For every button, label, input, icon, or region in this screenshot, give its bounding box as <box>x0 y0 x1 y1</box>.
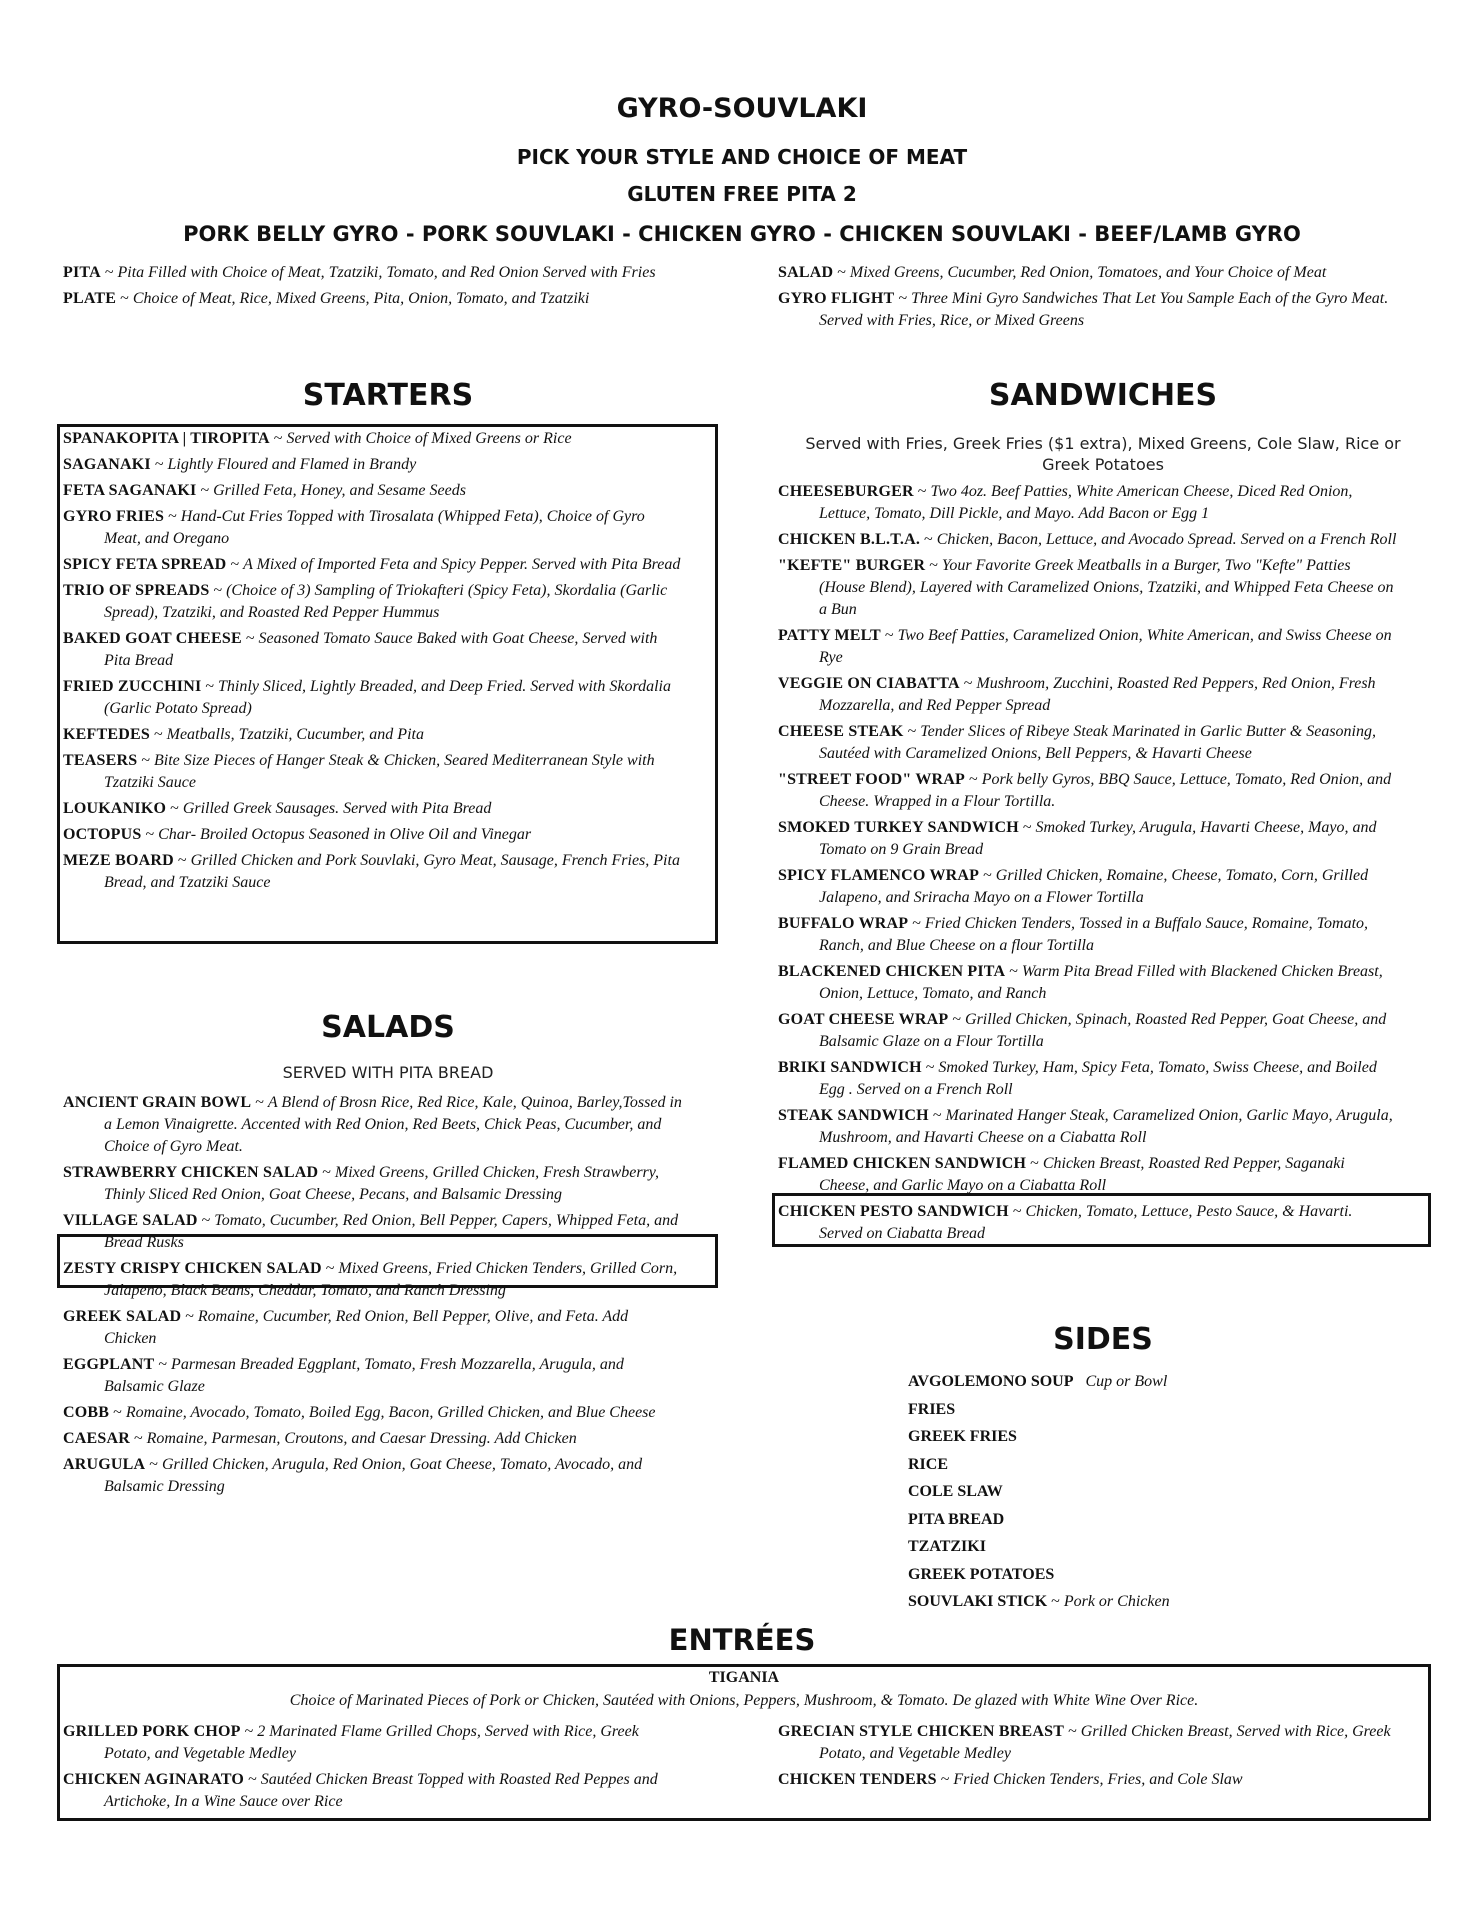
menu-item: BLACKENED CHICKEN PITA ~ Warm Pita Bread Filled with Blackened Chicken Breast, Onion, Lettuce, Tomato, and Ranch <box>778 963 1383 1002</box>
menu-item: EGGPLANT ~ Parmesan Breaded Eggplant, Tomato, Fresh Mozzarella, Arugula, and Balsamic Glaze <box>63 1356 624 1395</box>
sandwiches-title: SANDWICHES <box>988 378 1218 413</box>
sides-list <box>908 1368 1328 1616</box>
item-desc: Two Beef Patties, Caramelized Onion, White American, and Swiss Cheese on Rye <box>819 627 1392 666</box>
menu-item: MEZE BOARD ~ Grilled Chicken and Pork Souvlaki, Gyro Meat, Sausage, French Fries, Pita Bread, and Tzatziki Sauce <box>63 852 680 891</box>
entrees-left <box>63 1721 683 1817</box>
item-name: MEZE BOARD <box>63 852 174 869</box>
item-name: LOUKANIKO <box>63 800 167 817</box>
item-name: CHEESEBURGER <box>778 483 914 500</box>
side-item <box>908 1506 1328 1534</box>
menu-item: ANCIENT GRAIN BOWL ~ A Blend of Brosn Rice, Red Rice, Kale, Quinoa, Barley,Tossed in a Lemon Vinaigrette. Accented with Red Onion, Red Beets, Chick Peas, Cucumber, and Choice of Gyro Meat. <box>63 1094 682 1155</box>
item-desc: Thinly Sliced, Lightly Breaded, and Deep Fried. Served with Skordalia (Garlic Potato Spread) <box>104 678 671 717</box>
sandwiches-list <box>778 481 1398 1249</box>
item-desc: Meatballs, Tzatziki, Cucumber, and Pita <box>166 726 424 743</box>
menu-item: PATTY MELT ~ Two Beef Patties, Caramelized Onion, White American, and Swiss Cheese on Rye <box>778 627 1392 666</box>
side-name: PITA BREAD <box>908 1510 1005 1528</box>
menu-item: PLATE ~ Choice of Meat, Rice, Mixed Greens, Pita, Onion, Tomato, and Tzatziki <box>63 290 590 307</box>
item-name: SMOKED TURKEY SANDWICH <box>778 819 1019 836</box>
gyro-style-subtitle: PICK YOUR STYLE AND CHOICE OF MEAT <box>516 145 968 169</box>
item-desc: Romaine, Avocado, Tomato, Boiled Egg, Bacon, Grilled Chicken, and Blue Cheese <box>125 1404 656 1421</box>
menu-item: GOAT CHEESE WRAP ~ Grilled Chicken, Spinach, Roasted Red Pepper, Goat Cheese, and Balsamic Glaze on a Flour Tortilla <box>778 1011 1387 1050</box>
menu-item: CHEESE STEAK ~ Tender Slices of Ribeye Steak Marinated in Garlic Butter & Seasoning, Sautéed with Caramelized Onions, Bell Peppers, & Havarti Cheese <box>778 723 1376 762</box>
menu-item: ZESTY CRISPY CHICKEN SALAD ~ Mixed Greens, Fried Chicken Tenders, Grilled Corn, Jalapeno, Black Beans, Cheddar, Tomato, and Ranch Dressing <box>63 1260 678 1299</box>
item-name: TEASERS <box>63 752 138 769</box>
item-name: "STREET FOOD" WRAP <box>778 771 966 788</box>
item-name: CHICKEN B.L.T.A. <box>778 531 921 548</box>
item-desc: Chicken, Bacon, Lettuce, and Avocado Spread. Served on a French Roll <box>936 531 1397 548</box>
item-desc: Hand-Cut Fries Topped with Tirosalata (Whipped Feta), Choice of Gyro Meat, and Oregano <box>104 508 645 547</box>
menu-item: GYRO FRIES ~ Hand-Cut Fries Topped with Tirosalata (Whipped Feta), Choice of Gyro Meat, and Oregano <box>63 508 645 547</box>
menu-item: KEFTEDES ~ Meatballs, Tzatziki, Cucumber, and Pita <box>63 726 424 743</box>
menu-item: CHICKEN B.L.T.A. ~ Chicken, Bacon, Lettuce, and Avocado Spread. Served on a French Roll <box>778 531 1397 548</box>
sides-title: SIDES <box>1053 1322 1153 1357</box>
item-desc: 2 Marinated Flame Grilled Chops, Served with Rice, Greek Potato, and Vegetable Medley <box>104 1723 639 1762</box>
item-desc: Marinated Hanger Steak, Caramelized Onion, Garlic Mayo, Arugula, Mushroom, and Havarti Cheese on a Ciabatta Roll <box>819 1107 1393 1146</box>
item-name: CHEESE STEAK <box>778 723 904 740</box>
item-name: STEAK SANDWICH <box>778 1107 929 1124</box>
salads-list <box>63 1092 683 1502</box>
menu-item: CHICKEN TENDERS ~ Fried Chicken Tenders, Fries, and Cole Slaw <box>778 1771 1243 1788</box>
item-name: KEFTEDES <box>63 726 150 743</box>
side-name: SOUVLAKI STICK <box>908 1593 1048 1610</box>
menu-item: "STREET FOOD" WRAP ~ Pork belly Gyros, BBQ Sauce, Lettuce, Tomato, Red Onion, and Cheese. Wrapped in a Flour Tortilla. <box>778 771 1392 810</box>
item-name: FRIED ZUCCHINI <box>63 678 202 695</box>
item-desc: Grilled Chicken and Pork Souvlaki, Gyro Meat, Sausage, French Fries, Pita Bread, and Tzatziki Sauce <box>104 852 680 891</box>
item-name: CHICKEN PESTO SANDWICH <box>778 1203 1009 1220</box>
menu-item: BUFFALO WRAP ~ Fried Chicken Tenders, Tossed in a Buffalo Sauce, Romaine, Tomato, Ranch, and Blue Cheese on a flour Tortilla <box>778 915 1369 954</box>
item-desc: Fried Chicken Tenders, Tossed in a Buffalo Sauce, Romaine, Tomato, Ranch, and Blue Cheese on a flour Tortilla <box>819 915 1369 954</box>
item-name: CHICKEN TENDERS <box>778 1771 937 1788</box>
item-name: BRIKI SANDWICH <box>778 1059 922 1076</box>
item-desc: Char- Broiled Octopus Seasoned in Olive Oil and Vinegar <box>158 826 532 843</box>
item-name: GRILLED PORK CHOP <box>63 1723 241 1740</box>
item-name: "KEFTE" BURGER <box>778 557 926 574</box>
tigania-name: TIGANIA <box>708 1669 780 1686</box>
menu-item: FRIED ZUCCHINI ~ Thinly Sliced, Lightly Breaded, and Deep Fried. Served with Skordalia (Garlic Potato Spread) <box>63 678 671 717</box>
side-item: SOUVLAKI STICK ~ Pork or Chicken <box>908 1593 1170 1610</box>
menu-item: PITA ~ Pita Filled with Choice of Meat, Tzatziki, Tomato, and Red Onion Served with Fries <box>63 264 656 281</box>
item-desc: Warm Pita Bread Filled with Blackened Chicken Breast, Onion, Lettuce, Tomato, and Ranch <box>819 963 1383 1002</box>
menu-item: CAESAR ~ Romaine, Parmesan, Croutons, and Caesar Dressing. Add Chicken <box>63 1430 577 1447</box>
item-name: BUFFALO WRAP <box>778 915 909 932</box>
gyro-styles-right <box>778 262 1418 336</box>
menu-item: COBB ~ Romaine, Avocado, Tomato, Boiled Egg, Bacon, Grilled Chicken, and Blue Cheese <box>63 1404 656 1421</box>
item-desc: Grilled Chicken, Romaine, Cheese, Tomato, Corn, Grilled Jalapeno, and Sriracha Mayo on a Flower Tortilla <box>819 867 1369 906</box>
menu-item: "KEFTE" BURGER ~ Your Favorite Greek Meatballs in a Burger, Two "Kefte" Patties (House Blend), Layered with Caramelized Onions, Tzatziki, and Whipped Feta Cheese on a Bun <box>778 557 1394 618</box>
entrees-title: ENTRÉES <box>668 1623 816 1657</box>
page-title: GYRO-SOUVLAKI <box>616 93 868 124</box>
item-name: BAKED GOAT CHEESE <box>63 630 242 647</box>
item-desc: Grilled Greek Sausages. Served with Pita Bread <box>182 800 492 817</box>
gluten-free-note: GLUTEN FREE PITA 2 <box>627 182 857 206</box>
item-name: CAESAR <box>63 1430 130 1447</box>
menu-item: CHICKEN AGINARATO ~ Sautéed Chicken Breast Topped with Roasted Red Peppes and Artichoke, In a Wine Sauce over Rice <box>63 1771 658 1810</box>
side-name: RICE <box>908 1455 949 1473</box>
tigania-desc: Choice of Marinated Pieces of Pork or Chicken, Sautéed with Onions, Peppers, Mushroom, & Tomato. De glazed with White Wine Over Rice. <box>289 1692 1199 1709</box>
item-name: SPICY FLAMENCO WRAP <box>778 867 980 884</box>
menu-item: VEGGIE ON CIABATTA ~ Mushroom, Zucchini, Roasted Red Peppers, Red Onion, Fresh Mozzarella, and Red Pepper Spread <box>778 675 1376 714</box>
menu-item: TRIO OF SPREADS ~ (Choice of 3) Sampling of Triokafteri (Spicy Feta), Skordalia (Garlic Spread), Tzatziki, and Roasted Red Pepper Hummus <box>63 582 668 621</box>
item-name: VILLAGE SALAD <box>63 1212 198 1229</box>
menu-item: CHICKEN PESTO SANDWICH ~ Chicken, Tomato, Lettuce, Pesto Sauce, & Havarti. Served on Ciabatta Bread <box>778 1203 1353 1242</box>
item-desc: Smoked Turkey, Arugula, Havarti Cheese, Mayo, and Tomato on 9 Grain Bread <box>819 819 1377 858</box>
item-name: BLACKENED CHICKEN PITA <box>778 963 1006 980</box>
item-name: GOAT CHEESE WRAP <box>778 1011 949 1028</box>
item-desc: Smoked Turkey, Ham, Spicy Feta, Tomato, Swiss Cheese, and Boiled Egg . Served on a French Roll <box>819 1059 1377 1098</box>
menu-item: LOUKANIKO ~ Grilled Greek Sausages. Served with Pita Bread <box>63 800 492 817</box>
menu-item: ARUGULA ~ Grilled Chicken, Arugula, Red Onion, Goat Cheese, Tomato, Avocado, and Balsamic Dressing <box>63 1456 643 1495</box>
item-desc: Grilled Feta, Honey, and Sesame Seeds <box>213 482 466 499</box>
item-desc: Grilled Chicken Breast, Served with Rice, Greek Potato, and Vegetable Medley <box>819 1723 1391 1762</box>
item-desc: Tomato, Cucumber, Red Onion, Bell Pepper, Capers, Whipped Feta, and Bread Rusks <box>104 1212 679 1251</box>
item-name: GREEK SALAD <box>63 1308 182 1325</box>
item-name: SPICY FETA SPREAD <box>63 556 227 573</box>
item-name: ANCIENT GRAIN BOWL <box>63 1094 252 1111</box>
menu-item: GYRO FLIGHT ~ Three Mini Gyro Sandwiches That Let You Sample Each of the Gyro Meat. Served with Fries, Rice, or Mixed Greens <box>778 290 1389 329</box>
menu-item: STRAWBERRY CHICKEN SALAD ~ Mixed Greens, Grilled Chicken, Fresh Strawberry, Thinly Sliced Red Onion, Goat Cheese, Pecans, and Balsamic Dressing <box>63 1164 659 1203</box>
side-name: FRIES <box>908 1400 956 1418</box>
item-desc: Sautéed Chicken Breast Topped with Roasted Red Peppes and Artichoke, In a Wine Sauce over Rice <box>104 1771 658 1810</box>
item-desc: A Blend of Brosn Rice, Red Rice, Kale, Quinoa, Barley,Tossed in a Lemon Vinaigrette. Accented with Red Onion, Red Beets, Chick Peas, Cucumber, and Choice of Gyro Meat. <box>104 1094 682 1155</box>
menu-item: SPICY FETA SPREAD ~ A Mixed of Imported Feta and Spicy Pepper. Served with Pita Bread <box>63 556 681 573</box>
salads-title: SALADS <box>321 1010 455 1045</box>
side-name: TZATZIKI <box>908 1538 986 1555</box>
item-desc: Served with Choice of Mixed Greens or Rice <box>286 430 572 447</box>
salads-subtitle: SERVED WITH PITA BREAD <box>282 1063 494 1082</box>
item-name: OCTOPUS <box>63 826 142 843</box>
item-name: COBB <box>63 1404 110 1421</box>
menu-item: SAGANAKI ~ Lightly Floured and Flamed in Brandy <box>63 456 417 473</box>
side-item <box>908 1396 1328 1424</box>
sandwiches-subtitle: Served with Fries, Greek Fries ($1 extra), Mixed Greens, Cole Slaw, Rice or Greek Potatoes <box>805 434 1401 474</box>
item-desc: (Choice of 3) Sampling of Triokafteri (Spicy Feta), Skordalia (Garlic Spread), Tzatziki, and Roasted Red Pepper Hummus <box>104 582 668 621</box>
item-name: GYRO FRIES <box>63 508 165 525</box>
item-name: GRECIAN STYLE CHICKEN BREAST <box>778 1723 1065 1740</box>
side-item <box>908 1451 1328 1479</box>
item-name: SAGANAKI <box>63 456 151 473</box>
menu-item: BAKED GOAT CHEESE ~ Seasoned Tomato Sauce Baked with Goat Cheese, Served with Pita Bread <box>63 630 658 669</box>
menu-item: VILLAGE SALAD ~ Tomato, Cucumber, Red Onion, Bell Pepper, Capers, Whipped Feta, and Bread Rusks <box>63 1212 679 1251</box>
item-desc: Mushroom, Zucchini, Roasted Red Peppers, Red Onion, Fresh Mozzarella, and Red Pepper Spread <box>819 675 1376 714</box>
starters-title: STARTERS <box>302 378 474 413</box>
item-desc: Seasoned Tomato Sauce Baked with Goat Cheese, Served with Pita Bread <box>104 630 658 669</box>
menu-item: SALAD ~ Mixed Greens, Cucumber, Red Onion, Tomatoes, and Your Choice of Meat <box>778 264 1327 281</box>
side-desc: Pork or Chicken <box>1063 1593 1170 1610</box>
menu-item: GREEK SALAD ~ Romaine, Cucumber, Red Onion, Bell Pepper, Olive, and Feta. Add Chicken <box>63 1308 629 1347</box>
item-desc: Mixed Greens, Grilled Chicken, Fresh Strawberry, Thinly Sliced Red Onion, Goat Cheese, Pecans, and Balsamic Dressing <box>104 1164 659 1203</box>
side-name: AVGOLEMONO SOUP <box>908 1373 1074 1390</box>
side-item <box>908 1561 1328 1589</box>
menu-item: SMOKED TURKEY SANDWICH ~ Smoked Turkey, Arugula, Havarti Cheese, Mayo, and Tomato on 9 Grain Bread <box>778 819 1377 858</box>
item-desc: Grilled Chicken, Spinach, Roasted Red Pepper, Goat Cheese, and Balsamic Glaze on a Flour Tortilla <box>819 1011 1387 1050</box>
side-item <box>908 1478 1328 1506</box>
menu-item: GRILLED PORK CHOP ~ 2 Marinated Flame Grilled Chops, Served with Rice, Greek Potato, and Vegetable Medley <box>63 1723 639 1762</box>
item-desc: Romaine, Parmesan, Croutons, and Caesar Dressing. Add Chicken <box>146 1430 577 1447</box>
side-item <box>908 1423 1328 1451</box>
menu-item: BRIKI SANDWICH ~ Smoked Turkey, Ham, Spicy Feta, Tomato, Swiss Cheese, and Boiled Egg . Served on a French Roll <box>778 1059 1377 1098</box>
menu-item: CHEESEBURGER ~ Two 4oz. Beef Patties, White American Cheese, Diced Red Onion, Lettuce, Tomato, Dill Pickle, and Mayo. Add Bacon or Egg 1 <box>778 483 1353 522</box>
item-desc: Chicken Breast, Roasted Red Pepper, Saganaki Cheese, and Garlic Mayo on a Ciabatta Roll <box>819 1155 1345 1194</box>
item-name: ZESTY CRISPY CHICKEN SALAD <box>63 1260 322 1277</box>
item-desc: A Mixed of Imported Feta and Spicy Pepper. Served with Pita Bread <box>243 556 681 573</box>
menu-item: OCTOPUS ~ Char- Broiled Octopus Seasoned in Olive Oil and Vinegar <box>63 826 532 843</box>
item-desc: Pork belly Gyros, BBQ Sauce, Lettuce, Tomato, Red Onion, and Cheese. Wrapped in a Flour Tortilla. <box>819 771 1392 810</box>
item-desc: Fried Chicken Tenders, Fries, and Cole Slaw <box>953 1771 1243 1788</box>
menu-item: TEASERS ~ Bite Size Pieces of Hanger Steak & Chicken, Seared Mediterranean Style with Tzatziki Sauce <box>63 752 655 791</box>
menu-item: SPICY FLAMENCO WRAP ~ Grilled Chicken, Romaine, Cheese, Tomato, Corn, Grilled Jalapeno, and Sriracha Mayo on a Flower Tortilla <box>778 867 1369 906</box>
menu-item: STEAK SANDWICH ~ Marinated Hanger Steak, Caramelized Onion, Garlic Mayo, Arugula, Mushroom, and Havarti Cheese on a Ciabatta Roll <box>778 1107 1393 1146</box>
side-item <box>908 1368 1328 1396</box>
item-desc: Parmesan Breaded Eggplant, Tomato, Fresh Mozzarella, Arugula, and Balsamic Glaze <box>104 1356 624 1395</box>
gyro-styles-left <box>63 262 743 314</box>
starters-list <box>63 428 683 898</box>
item-desc: Chicken, Tomato, Lettuce, Pesto Sauce, & Havarti. Served on Ciabatta Bread <box>819 1203 1353 1242</box>
item-desc: Lightly Floured and Flamed in Brandy <box>167 456 417 473</box>
item-name: FETA SAGANAKI <box>63 482 197 499</box>
item-name: FLAMED CHICKEN SANDWICH <box>778 1155 1027 1172</box>
item-name: PATTY MELT <box>778 627 881 644</box>
gyro-meats: PORK BELLY GYRO - PORK SOUVLAKI - CHICKEN GYRO - CHICKEN SOUVLAKI - BEEF/LAMB GYRO <box>183 222 1301 246</box>
menu-item: GRECIAN STYLE CHICKEN BREAST ~ Grilled Chicken Breast, Served with Rice, Greek Potato, and Vegetable Medley <box>778 1723 1391 1762</box>
item-desc: Tender Slices of Ribeye Steak Marinated in Garlic Butter & Seasoning, Sautéed with Caramelized Onions, Bell Peppers, & Havarti Cheese <box>819 723 1376 762</box>
item-name: VEGGIE ON CIABATTA <box>778 675 960 692</box>
menu-item: FLAMED CHICKEN SANDWICH ~ Chicken Breast, Roasted Red Pepper, Saganaki Cheese, and Garlic Mayo on a Ciabatta Roll <box>778 1155 1345 1194</box>
item-desc: Two 4oz. Beef Patties, White American Cheese, Diced Red Onion, Lettuce, Tomato, Dill Pickle, and Mayo. Add Bacon or Egg 1 <box>819 483 1353 522</box>
item-name: ARUGULA <box>63 1456 146 1473</box>
item-name: EGGPLANT <box>63 1356 155 1373</box>
side-item <box>908 1533 1328 1561</box>
item-name: SPANAKOPITA | TIROPITA <box>63 430 270 447</box>
side-name: COLE SLAW <box>908 1483 1003 1500</box>
item-desc: Your Favorite Greek Meatballs in a Burger, Two "Kefte" Patties (House Blend), Layered with Caramelized Onions, Tzatziki, and Whipped Feta Cheese on a Bun <box>819 557 1394 618</box>
item-desc: Bite Size Pieces of Hanger Steak & Chicken, Seared Mediterranean Style with Tzatziki Sauce <box>104 752 655 791</box>
item-desc: Romaine, Cucumber, Red Onion, Bell Pepper, Olive, and Feta. Add Chicken <box>104 1308 629 1347</box>
menu-item: SPANAKOPITA | TIROPITA ~ Served with Choice of Mixed Greens or Rice <box>63 430 572 447</box>
entrees-right <box>778 1721 1398 1795</box>
item-name: CHICKEN AGINARATO <box>63 1771 245 1788</box>
menu-item: FETA SAGANAKI ~ Grilled Feta, Honey, and Sesame Seeds <box>63 482 466 499</box>
side-desc: Cup or Bowl <box>1085 1373 1168 1390</box>
item-name: TRIO OF SPREADS <box>63 582 210 599</box>
item-name: STRAWBERRY CHICKEN SALAD <box>63 1164 319 1181</box>
side-name: GREEK POTATOES <box>908 1565 1055 1583</box>
side-name: GREEK FRIES <box>908 1428 1017 1445</box>
item-desc: Mixed Greens, Fried Chicken Tenders, Grilled Corn, Jalapeno, Black Beans, Cheddar, Tomato, and Ranch Dressing <box>104 1260 678 1299</box>
item-desc: Grilled Chicken, Arugula, Red Onion, Goat Cheese, Tomato, Avocado, and Balsamic Dressing <box>104 1456 643 1495</box>
